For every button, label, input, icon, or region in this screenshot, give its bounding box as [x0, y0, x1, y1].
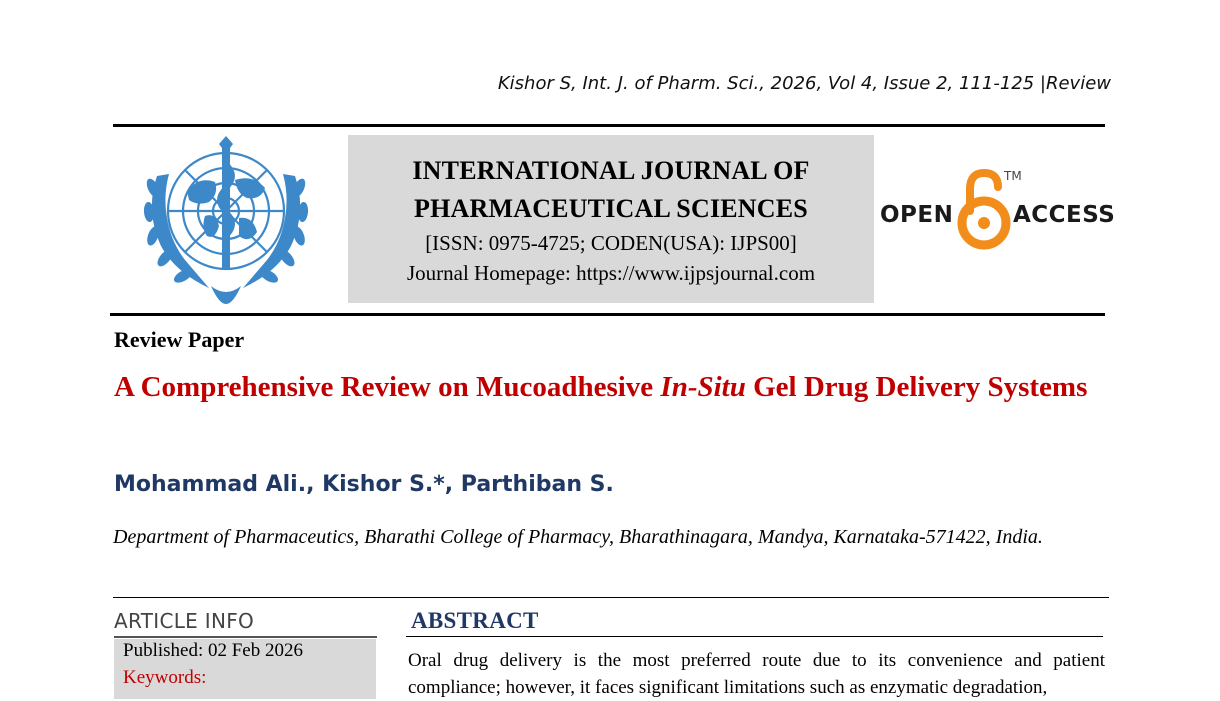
article-title-part2: Gel Drug Delivery Systems — [745, 371, 1088, 403]
journal-masthead — [348, 135, 874, 303]
published-date: Published: 02 Feb 2026 — [123, 640, 303, 661]
open-access-access-text: ACCESS — [1013, 202, 1116, 228]
article-info-rule — [114, 636, 377, 638]
trademark-mark: TM — [1004, 169, 1022, 183]
article-title-part1: A Comprehensive Review on Mucoadhesive — [114, 371, 661, 403]
journal-title-line2: PHARMACEUTICAL SCIENCES — [414, 194, 808, 223]
article-title — [114, 366, 1104, 408]
article-title-italic: In-Situ — [660, 371, 746, 403]
header-rule-bottom — [110, 313, 1105, 316]
journal-title-line1: INTERNATIONAL JOURNAL OF — [412, 156, 810, 185]
abstract-heading: ABSTRACT — [411, 608, 539, 633]
journal-issn: [ISSN: 0975-4725; CODEN(USA): IJPS00] — [425, 231, 797, 255]
journal-homepage: Journal Homepage: https://www.ijpsjournal.com — [406, 261, 816, 285]
open-access-logo — [880, 167, 1116, 253]
abstract-rule — [406, 636, 1103, 637]
running-header: Kishor S, Int. J. of Pharm. Sci., 2026, Vol 4, Issue 2, 111-125 |Review — [497, 73, 1111, 94]
section-divider — [113, 597, 1109, 598]
article-info-box — [114, 639, 376, 699]
header-rule-top — [113, 124, 1105, 127]
article-info-heading: ARTICLE INFO — [114, 609, 255, 633]
author-affiliation: Department of Pharmaceutics, Bharathi College of Pharmacy, Bharathinagara, Mandya, Karnataka-571422, India. — [113, 526, 1043, 548]
open-access-open-text: OPEN — [880, 202, 954, 228]
journal-emblem-icon — [127, 136, 325, 306]
keywords-label: Keywords: — [123, 667, 207, 688]
section-label: Review Paper — [114, 327, 245, 352]
author-list: Mohammad Ali., Kishor S.*, Parthiban S. — [114, 472, 614, 497]
abstract-text: Oral drug delivery is the most preferred route due to its convenience and patient compliance; however, it faces significant limitations such as enzymatic degradation, — [408, 650, 1105, 698]
